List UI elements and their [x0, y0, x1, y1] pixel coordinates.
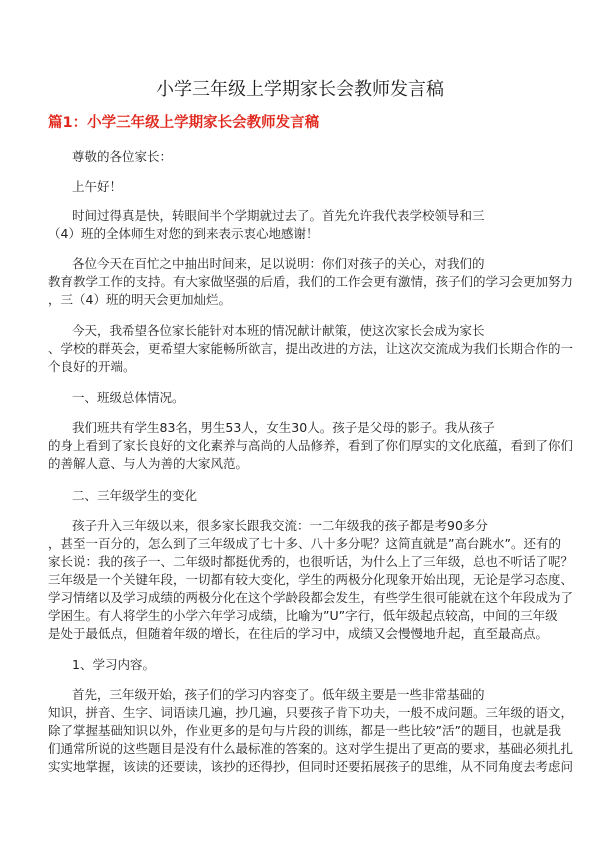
- paragraph-line: 今天，我希望各位家长能针对本班的情况献计献策，使这次家长会成为家长: [72, 323, 485, 338]
- paragraph-line: 们通常所说的这些题目是没有什么最标准的答案的。这对学生提出了更高的要求，基础必须扎扎: [48, 741, 574, 756]
- paragraph-line: 实实地掌握，该读的还要读，该抄的还得抄，但同时还要拓展孩子的思维，从不同角度去考虑问: [48, 759, 574, 774]
- page-title: 小学三年级上学期家长会教师发言稿: [156, 79, 444, 100]
- paragraph-line: ，甚至一百分的，怎么到了三年级成了七十多、八十多分呢？这简直就是”高台跳水”。还有的: [48, 536, 561, 551]
- paragraph-line: 家长说：我的孩子一、二年级时都挺优秀的，也很听话，为什么上了三年级，总也不听话了呢？: [48, 554, 574, 569]
- paragraph-line: 各位今天在百忙之中抽出时间来，足以说明：你们对孩子的关心，对我们的: [72, 256, 485, 271]
- paragraph-line: 的善解人意、与人为善的大家风范。: [48, 456, 249, 471]
- paragraph-line: 是处于最低点，但随着年级的增长，在往后的学习中，成绩又会慢慢地升起，直至最高点。: [48, 626, 549, 641]
- paragraph-line: 除了掌握基础知识以外，作业更多的是句与片段的训练，都是一些比较”活”的题目，也就是我: [48, 723, 561, 738]
- paragraph-line: 的身上看到了家长良好的文化素养与高尚的人品修养，看到了你们厚实的文化底蕴，看到了你们: [48, 438, 574, 453]
- paragraph-line: 学习情绪以及学习成绩的两极分化在这个学龄段都会发生，有些学生很可能就在这个年段成为了: [48, 590, 574, 605]
- paragraph-line: 三年级是一个关键年段，一切都有较大变化，学生的两极分化现象开始出现，无论是学习态度、: [48, 572, 574, 587]
- paragraph-line: 尊敬的各位家长：: [72, 149, 173, 164]
- paragraph-line: 首先，三年级开始，孩子们的学习内容变了。低年级主要是一些非常基础的: [72, 687, 485, 702]
- paragraph-line: 上午好！: [72, 179, 123, 194]
- paragraph-line: 二、三年级学生的变化: [72, 488, 198, 503]
- paragraph-line: 时间过得真是快，转眼间半个学期就过去了。首先允许我代表学校领导和三: [72, 208, 485, 223]
- paragraph-line: 1、学习内容。: [72, 657, 155, 672]
- paragraph-line: 个良好的开端。: [48, 359, 136, 374]
- paragraph-line: 一、班级总体情况。: [72, 390, 185, 405]
- paragraph-line: （4）班的全体师生对您的到来表示衷心地感谢！: [48, 226, 319, 241]
- paragraph-line: 知识，拼音、生字、词语读几遍，抄几遍，只要孩子肯下功夫，一般不成问题。三年级的语文，: [48, 705, 574, 720]
- section-heading: 篇1：小学三年级上学期家长会教师发言稿: [48, 115, 320, 131]
- paragraph-line: 、学校的群英会，更希望大家能畅所欲言，提出改进的方法，让这次交流成为我们长期合作的一: [48, 341, 574, 356]
- paragraph-line: 孩子升入三年级以来，很多家长跟我交流：一二年级我的孩子都是考90多分: [72, 518, 488, 533]
- paragraph-line: 学困生。有人将学生的小学六年学习成绩，比喻为”U”字行，低年级起点较高，中间的三年级: [48, 608, 558, 623]
- paragraph-line: 我们班共有学生83名，男生53人，女生30人。孩子是父母的影子。我从孩子: [72, 420, 495, 435]
- paragraph-line: 教育教学工作的支持。有大家做坚强的后盾，我们的工作会更有激情，孩子们的学习会更加努力: [48, 274, 574, 289]
- paragraph-line: ，三（4）班的明天会更加灿烂。: [48, 292, 231, 307]
